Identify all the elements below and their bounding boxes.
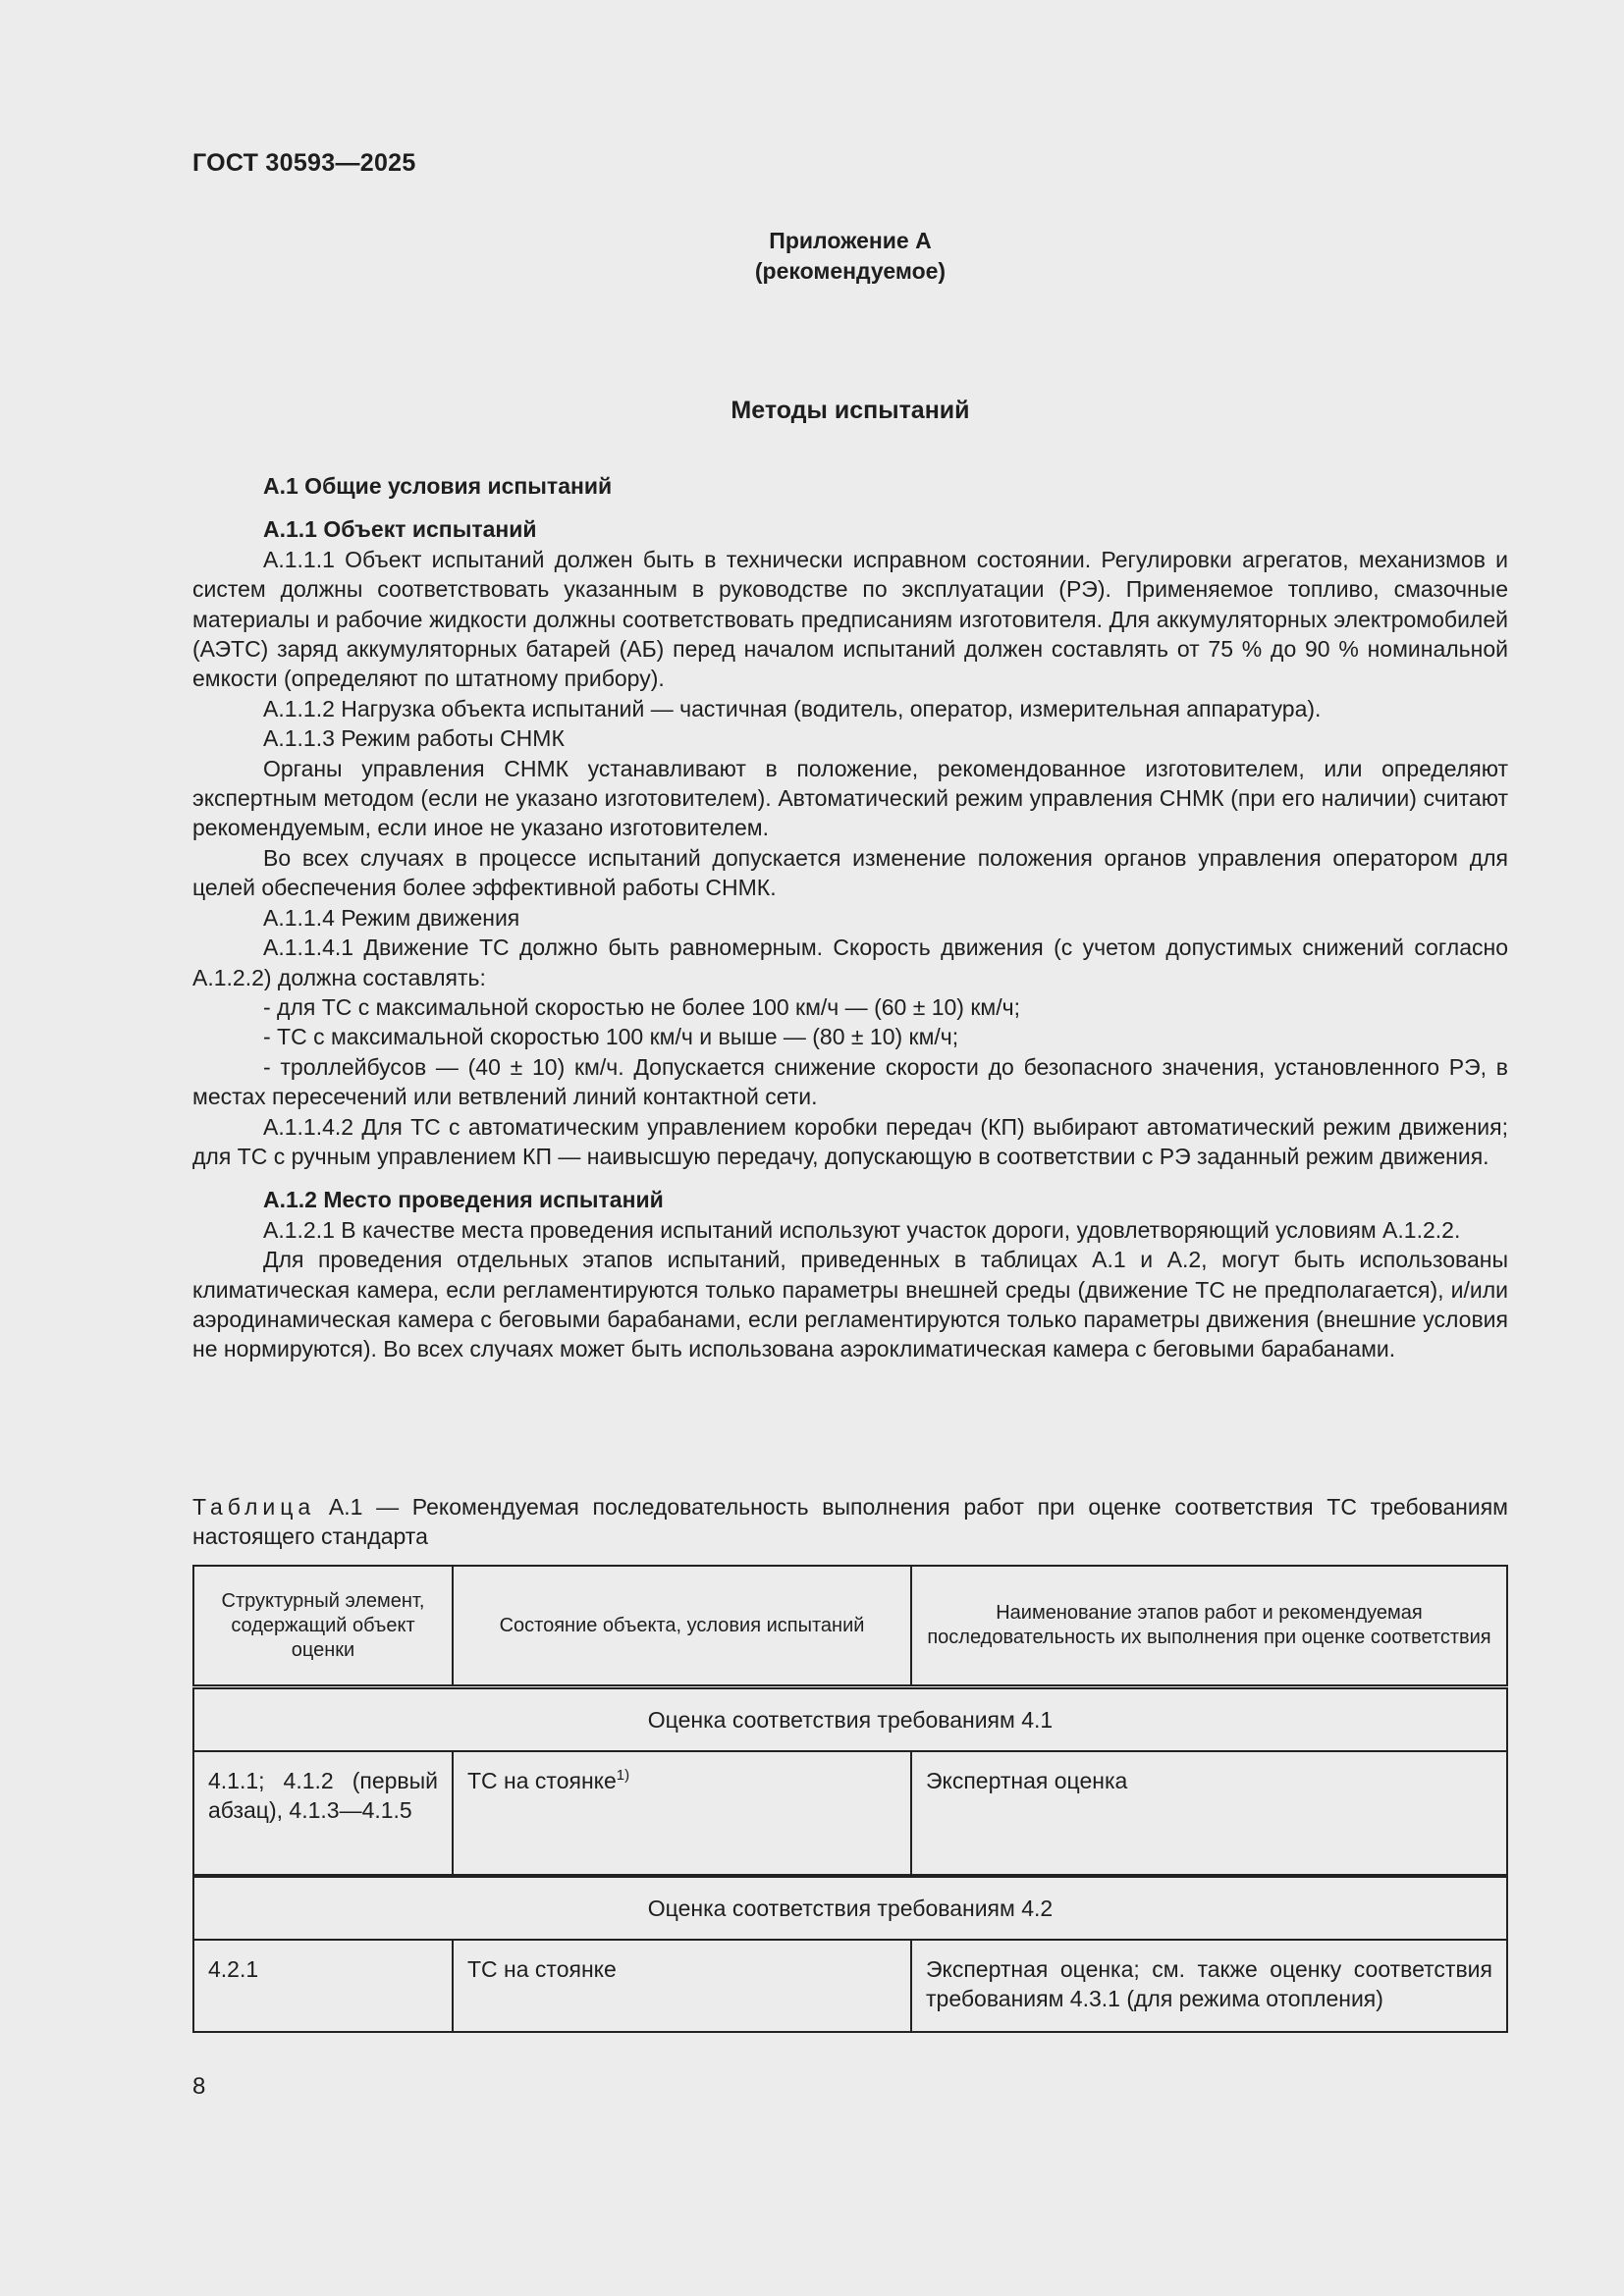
paragraph-a1-1-2: А.1.1.2 Нагрузка объекта испытаний — частичная (водитель, оператор, измерительная аппаратура).	[263, 695, 1322, 721]
section-title: Методы испытаний	[731, 397, 970, 424]
table-cell-element: 4.2.1	[193, 1940, 453, 2032]
paragraph-controls-change: Во всех случаях в процессе испытаний допускается изменение положения органов управления оператором для целей обеспечения более эффективной работы СНМК.	[192, 844, 1508, 901]
heading-a1-1: А.1.1 Объект испытаний	[263, 516, 537, 543]
column-header-condition: Состояние объекта, условия испытаний	[453, 1566, 911, 1687]
paragraph-a1-1-3: А.1.1.3 Режим работы СНМК	[263, 725, 565, 752]
table-group-heading: Оценка соответствия требованиям 4.1	[193, 1687, 1507, 1752]
list-item-speed-3: - троллейбусов — (40 ± 10) км/ч. Допускается снижение скорости до безопасного значения, установленного РЭ, в местах пересечений или ветвлений линий контактной сети.	[192, 1053, 1508, 1110]
table-header-row	[193, 1566, 1507, 1687]
paragraph-a1-1-4: А.1.1.4 Режим движения	[263, 904, 520, 931]
table-row	[193, 1751, 1507, 1876]
table-group-row	[193, 1687, 1507, 1752]
paragraph-a1-2-1: А.1.2.1 В качестве места проведения испытаний используют участок дороги, удовлетворяющий условиям А.1.2.2.	[263, 1216, 1461, 1243]
document-code: ГОСТ 30593—2025	[192, 149, 416, 177]
column-header-stage: Наименование этапов работ и рекомендуемая последовательность их выполнения при оценке соответствия	[911, 1566, 1507, 1687]
paragraph-test-chambers: Для проведения отдельных этапов испытаний, приведенных в таблицах А.1 и А.2, могут быть использованы климатическая камера, если регламентируются только параметры внешней среды (движение ТС не предполагается), и/или аэродинамическая камера с беговыми барабанами, если регламентируются только параметры движения (внешние условия не нормируются). Во всех случаях может быть использована аэроклиматическая камера с беговыми барабанами.	[192, 1247, 1508, 1362]
list-item-speed-1: - для ТС с максимальной скоростью не более 100 км/ч — (60 ± 10) км/ч;	[263, 993, 1020, 1020]
annex-title: Приложение А	[769, 228, 932, 253]
condition-text: ТС на стоянке	[467, 1768, 617, 1793]
paragraph-controls: Органы управления СНМК устанавливают в положение, рекомендованное изготовителем, или определяют экспертным методом (если не указано изготовителем). Автоматический режим управления СНМК (при его наличии) считают рекомендуемым, если иное не указано изготовителем.	[192, 755, 1508, 841]
page-number: 8	[192, 2073, 206, 2100]
column-header-element: Структурный элемент, содержащий объект оценки	[193, 1566, 453, 1687]
table-cell-element: 4.1.1; 4.1.2 (первый абзац), 4.1.3—4.1.5	[193, 1751, 453, 1876]
paragraph-a1-1-4-2: А.1.1.4.2 Для ТС с автоматическим управлением коробки передач (КП) выбирают автоматический режим движения; для ТС с ручным управлением КП — наивысшую передачу, допускающую в соответствии с РЭ заданный режим движения.	[192, 1113, 1508, 1169]
table-cell-condition: ТС на стоянке	[453, 1940, 911, 2032]
annex-heading	[192, 226, 1508, 287]
table-caption-label: Таблица	[192, 1494, 316, 1520]
heading-a1-2: А.1.2 Место проведения испытаний	[263, 1187, 664, 1213]
body-text	[192, 471, 1508, 1364]
table-caption-text: А.1 — Рекомендуемая последовательность выполнения работ при оценке соответствия ТС требованиям настоящего стандарта	[192, 1494, 1508, 1550]
table-cell-condition	[453, 1751, 911, 1876]
table-cell-stage: Экспертная оценка; см. также оценку соответствия требованиям 4.3.1 (для режима отопления)	[911, 1940, 1507, 2032]
table-caption	[192, 1492, 1508, 1552]
heading-a1: А.1 Общие условия испытаний	[263, 473, 613, 499]
footnote-mark: 1)	[616, 1767, 630, 1784]
list-item-speed-2: - ТС с максимальной скоростью 100 км/ч и выше — (80 ± 10) км/ч;	[263, 1024, 959, 1050]
table-row	[193, 1940, 1507, 2032]
table-group-row	[193, 1876, 1507, 1940]
table-cell-stage: Экспертная оценка	[911, 1751, 1507, 1876]
paragraph-a1-1-4-1: А.1.1.4.1 Движение ТС должно быть равномерным. Скорость движения (с учетом допустимых снижений согласно А.1.2.2) должна составлять:	[192, 934, 1508, 990]
paragraph-a1-1-1: А.1.1.1 Объект испытаний должен быть в технически исправном состоянии. Регулировки агрегатов, механизмов и систем должны соответствовать указанным в руководстве по эксплуатации (РЭ). Применяемое топливо, смазочные материалы и рабочие жидкости должны соответствовать предписаниям изготовителя. Для аккумуляторных электромобилей (АЭТС) заряд аккумуляторных батарей (АБ) перед началом испытаний должен составлять от 75 % до 90 % номинальной емкости (определяют по штатному прибору).	[192, 546, 1508, 692]
table-group-heading: Оценка соответствия требованиям 4.2	[193, 1876, 1507, 1940]
annex-status: (рекомендуемое)	[754, 258, 947, 284]
table-a1	[192, 1565, 1508, 2033]
